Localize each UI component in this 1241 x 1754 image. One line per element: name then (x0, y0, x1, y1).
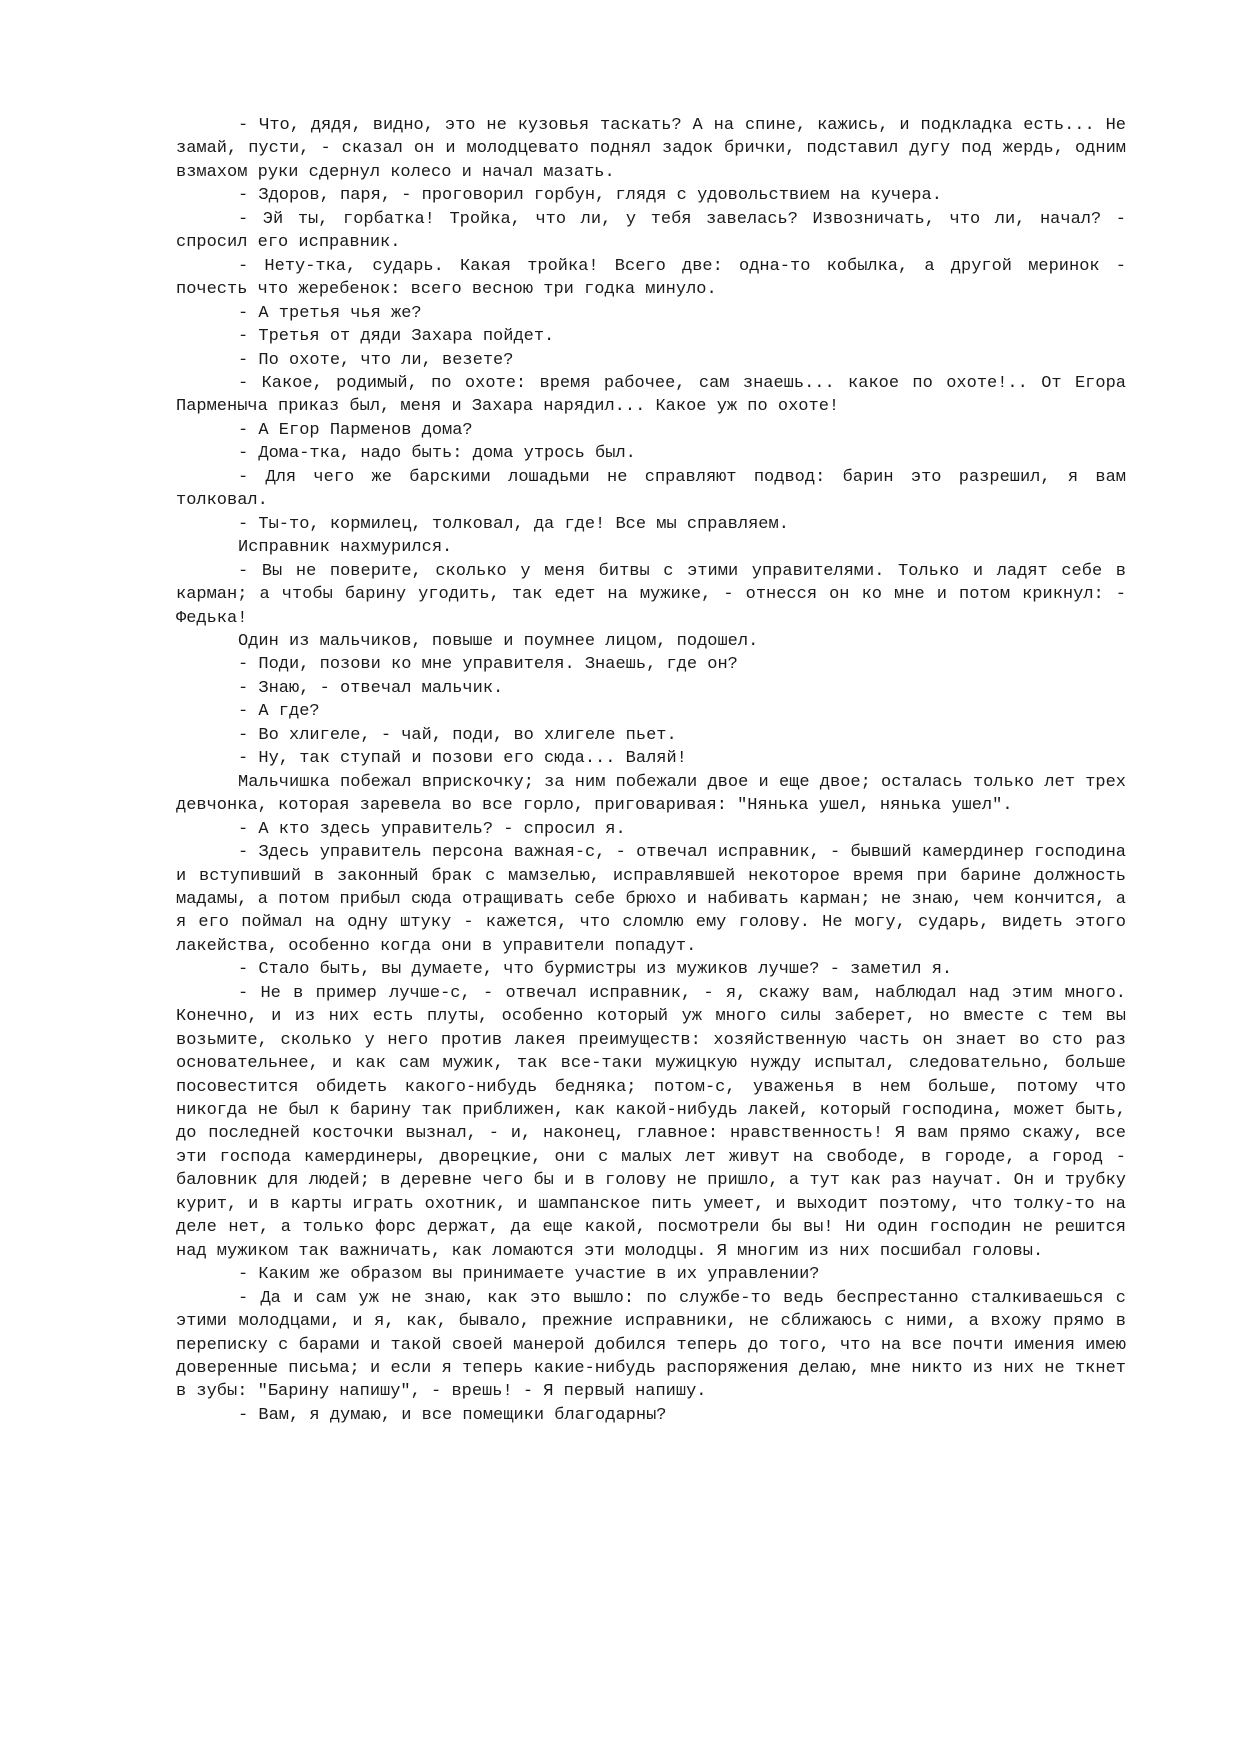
paragraph: Мальчишка побежал вприскочку; за ним побежали двое и еще двое; осталась только лет трех девчонка, которая заревела во все горло, приговаривая: "Нянька ушел, нянька ушел". (176, 772, 1126, 816)
paragraph: - Эй ты, горбатка! Тройка, что ли, у тебя завелась? Извозничать, что ли, начал? - спросил его исправник. (176, 209, 1126, 253)
paragraph: - А кто здесь управитель? - спросил я. (238, 819, 626, 839)
paragraph: - Что, дядя, видно, это не кузовья таскать? А на спине, кажись, и подкладка есть... Не замай, пусти, - сказал он и молодцевато поднял задок брички, подставил дугу под жердь, одним взмахом руки сдернул колесо и начал мазать. (176, 116, 1126, 182)
paragraph: - Вы не поверите, сколько у меня битвы с этими управителями. Только и ладят себе в карман; а чтобы барину угодить, так едет на мужике, - отнесся он ко мне и потом крикнул: - Федька! (176, 561, 1126, 628)
paragraph: - Третья от дяди Захара пойдет. (238, 327, 555, 347)
paragraph: Один из мальчиков, повыше и поумнее лицом, подошел. (238, 631, 759, 651)
paragraph: - Здесь управитель персона важная-с, - отвечал исправник, - бывший камердинер господина и вступивший в законный брак с мамзелью, исправлявшей некоторое время при барине должность мадамы, а потом прибыл сюда отращивать себе брюхо и набивать карман; не знаю, чем кончится, а я его поймал на одну штуку - кажется, что сломлю ему голову. Не могу, сударь, видеть этого лакейства, особенно когда они в управители попадут. (176, 843, 1126, 956)
paragraph: - Стало быть, вы думаете, что бурмистры из мужиков лучше? - заметил я. (238, 960, 953, 980)
paragraph: - А где? (238, 702, 320, 722)
paragraph: - Вам, я думаю, и все помещики благодарны? (238, 1405, 667, 1425)
paragraph: - Нету-тка, сударь. Какая тройка! Всего две: одна-то кобылка, а другой меринок - почесть что жеребенок: всего весною три годка минуло. (176, 256, 1126, 300)
paragraph: - Да и сам уж не знаю, как это вышло: по службе-то ведь беспрестанно сталкиваешься с этими молодцами, и я, как, бывало, прежние исправники, не сближаюсь с ними, а вхожу прямо в переписку с барами и такой своей манерой добился теперь до того, что на все почти имения имею доверенные письма; и если я теперь какие-нибудь распоряжения делаю, мне никто из них не ткнет в зубы: "Барину напишу", - врешь! - Я первый напишу. (176, 1288, 1126, 1402)
paragraph: - Здоров, паря, - проговорил горбун, глядя с удовольствием на кучера. (238, 186, 942, 206)
paragraph: - Знаю, - отвечал мальчик. (238, 678, 504, 698)
paragraph: - Во хлигеле, - чай, поди, во хлигеле пьет. (238, 725, 677, 745)
paragraph: - Для чего же барскими лошадьми не справляют подвод: барин это разрешил, я вам толковал. (176, 467, 1126, 511)
paragraph: - Не в пример лучше-с, - отвечал исправник, - я, скажу вам, наблюдал над этим много. Конечно, и из них есть плуты, особенно который уж много силы заберет, но вместе с тем вы возьмите, сколько у него против лакея преимуществ: хозяйственную часть он знает во сто раз основательнее, и как сам мужик, так все-таки мужицкую нужду испытал, следовательно, больше посовестится обидеть какого-нибудь бедняка; потом-с, уваженья в нем больше, потому что никогда не был к барину так приближен, как какой-нибудь лакей, который господина, может быть, до последней косточки вызнал, - и, наконец, главное: нравственность! Я вам прямо скажу, все эти господа камердинеры, дворецкие, они с малых лет живут на свободе, в городе, а город - баловник для людей; в деревне чего бы и в голову не пришло, а тут как раз научат. Он и трубку курит, и в карты играть охотник, и шампанское пить умеет, и выходит поэтому, что толку-то на деле нет, а только форс держат, да еще какой, посмотрели бы вы! Ни один господин не решится над мужиком так важничать, как ломаются эти молодцы. Я многим из них посшибал головы. (176, 983, 1126, 1261)
paragraph: - Поди, позови ко мне управителя. Знаешь, где он? (238, 655, 738, 675)
paragraph: - Ну, так ступай и позови его сюда... Валяй! (238, 749, 687, 769)
document-page (176, 114, 1126, 1427)
paragraph: - Какое, родимый, по охоте: время рабочее, сам знаешь... какое по охоте!.. От Егора Парменыча приказ был, меня и Захара нарядил... Какое уж по охоте! (176, 373, 1126, 417)
paragraph: - А Егор Парменов дома? (238, 420, 473, 440)
paragraph: - По охоте, что ли, везете? (238, 350, 514, 370)
paragraph: - А третья чья же? (238, 303, 422, 323)
paragraph: - Ты-то, кормилец, толковал, да где! Все мы справляем. (238, 514, 789, 534)
paragraph: - Каким же образом вы принимаете участие в их управлении? (238, 1265, 820, 1285)
paragraph: Исправник нахмурился. (238, 538, 453, 558)
paragraph: - Дома-тка, надо быть: дома утрось был. (238, 444, 636, 464)
